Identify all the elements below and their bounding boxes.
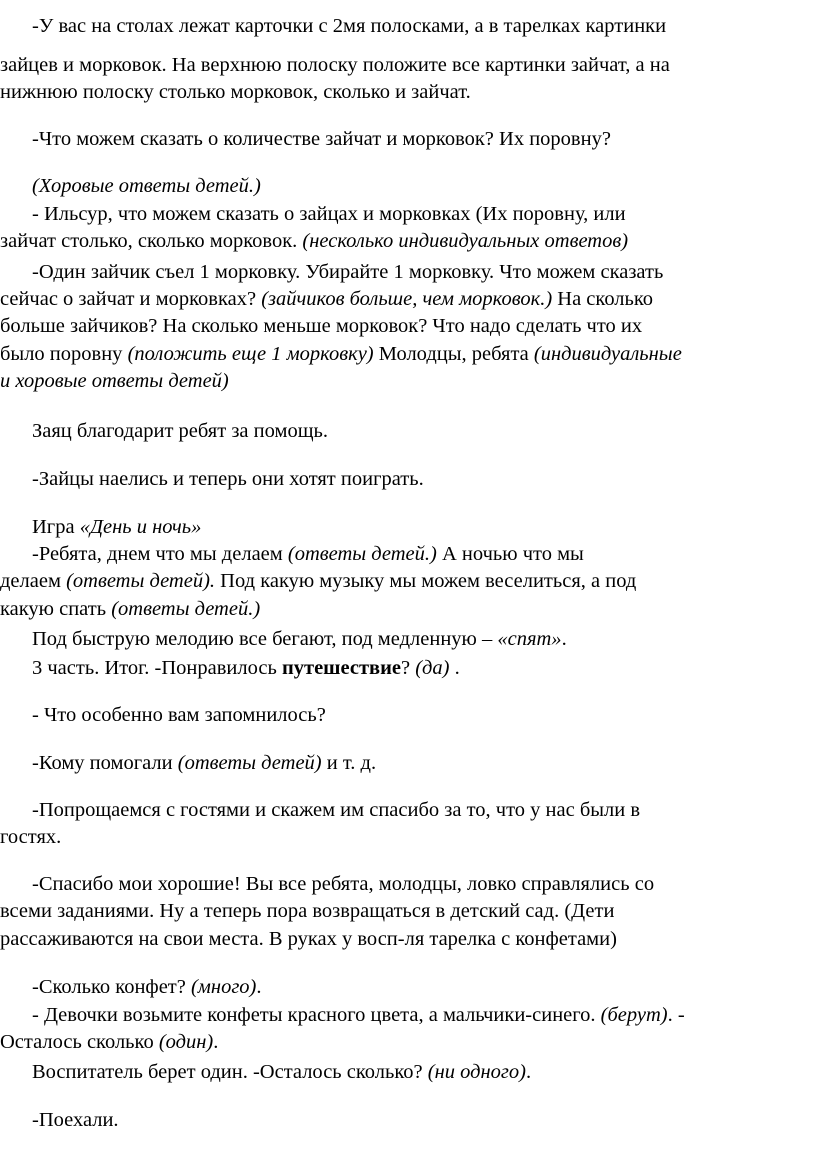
text-run-italic: (ответы детей.) [111,598,261,620]
text-run: -Что можем сказать о количестве зайчат и морковок? Их поровну? [32,128,611,150]
text-run: Воспитатель берет один. -Осталось сколько? [32,1061,423,1083]
text-run: нижнюю полоску столько морковок, сколько и зайчат. [0,81,471,103]
text-run: всеми заданиями. Ну а теперь пора возвращаться в детский сад. (Дети [0,900,615,922]
text-line [32,201,626,228]
text-line [0,79,471,106]
text-run: больше зайчиков? На сколько меньше морковок? Что надо сделать что их [0,315,643,337]
text-run: . [213,1031,219,1053]
text-run: сейчас о зайчат и морковках? [0,288,257,310]
text-line [0,286,653,313]
text-line [0,368,229,395]
text-run-italic: (Хоровые ответы детей.) [32,175,261,197]
text-line [32,13,666,40]
text-run-italic: (берут) [600,1004,668,1026]
text-line [32,1107,119,1134]
text-line [32,1002,685,1029]
text-run-italic: (зайчиков больше, чем морковок.) [261,288,553,310]
text-run: -Один зайчик съел 1 морковку. Убирайте 1 морковку. Что можем сказать [32,261,664,283]
text-line [32,466,424,493]
text-line [0,341,682,368]
text-run-italic: (индивидуальные [533,343,682,365]
text-line [32,974,262,1001]
text-run: На сколько [557,288,654,310]
text-run-bold: путешествие [281,657,401,679]
text-run: . [525,1061,532,1083]
text-run: . [256,976,262,998]
text-line [32,655,460,682]
text-run-italic: (ответы детей). [66,570,216,592]
text-run: зайцев и морковок. На верхнюю полоску положите все картинки зайчат, а на [0,54,670,76]
text-run-italic: (ни одного) [427,1061,526,1083]
text-line [32,514,201,541]
text-line [32,418,328,445]
text-run-italic: «День и ночь» [79,516,202,538]
text-run: -Ребята, днем что мы делаем [32,543,283,565]
text-line [0,52,670,79]
text-run: - Что особенно вам запомнилось? [32,704,326,726]
text-run: Заяц благодарит ребят за помощь. [32,420,328,442]
text-run: Осталось сколько [0,1031,154,1053]
text-run: 3 часть. Итог. -Понравилось [32,657,277,679]
text-run-italic: (ответы детей.) [287,543,437,565]
text-run-italic: (положить еще 1 морковку) [127,343,374,365]
text-run-italic: «спят» [497,628,562,650]
text-run-italic: (один) [158,1031,214,1053]
text-run-italic: (несколько индивидуальных ответов) [302,230,629,252]
text-line [0,596,260,623]
text-line [0,926,617,953]
text-line [32,797,640,824]
text-run-italic: и хоровые ответы детей) [0,370,229,392]
text-run: зайчат столько, сколько морковок. [0,230,298,252]
text-run: было поровну [0,343,123,365]
text-run: -Поехали. [32,1109,119,1131]
text-run: рассаживаются на свои места. В руках у восп-ля тарелка с конфетами) [0,928,617,950]
text-run: А ночью что мы [441,543,584,565]
text-run-italic: (много) [190,976,257,998]
text-line [0,313,642,340]
text-run-italic: (да) [415,657,450,679]
text-run: -У вас на столах лежат карточки с 2мя полосками, а в тарелках картинки [32,15,667,37]
text-line [32,702,326,729]
text-run: -Кому помогали [32,752,173,774]
text-run: Под какую музыку мы можем веселиться, а под [220,570,637,592]
text-line [0,1029,218,1056]
text-run: Под быструю мелодию все бегают, под медленную – [32,628,493,650]
text-run: -Попрощаемся с гостями и скажем им спасибо за то, что у нас были в [32,799,641,821]
text-run: какую спать [0,598,107,620]
text-run: . [561,628,567,650]
text-run: Молодцы, ребята [378,343,529,365]
text-run: -Спасибо мои хорошие! Вы все ребята, молодцы, ловко справлялись со [32,873,655,895]
text-line [32,871,654,898]
text-run: делаем [0,570,61,592]
text-run: . [454,657,460,679]
text-run: - Ильсур, что можем сказать о зайцах и морковках (Их поровну, или [32,203,626,225]
text-line [0,898,614,925]
text-run: ? [401,657,411,679]
text-run: -Зайцы наелись и теперь они хотят поиграть. [32,468,424,490]
text-line [32,541,584,568]
text-line [32,750,376,777]
text-run: - Девочки возьмите конфеты красного цвета, а мальчики-синего. [32,1004,596,1026]
text-line [0,824,61,851]
text-line [0,228,628,255]
text-line [32,126,611,153]
text-run: гостях. [0,826,62,848]
text-line [0,568,636,595]
text-line [32,173,261,200]
text-line [32,259,663,286]
text-line [32,626,567,653]
text-run: и т. д. [326,752,377,774]
text-run: -Сколько конфет? [32,976,186,998]
text-run: . - [667,1004,685,1026]
text-run-italic: (ответы детей) [177,752,322,774]
text-line [32,1059,531,1086]
text-run: Игра [32,516,75,538]
